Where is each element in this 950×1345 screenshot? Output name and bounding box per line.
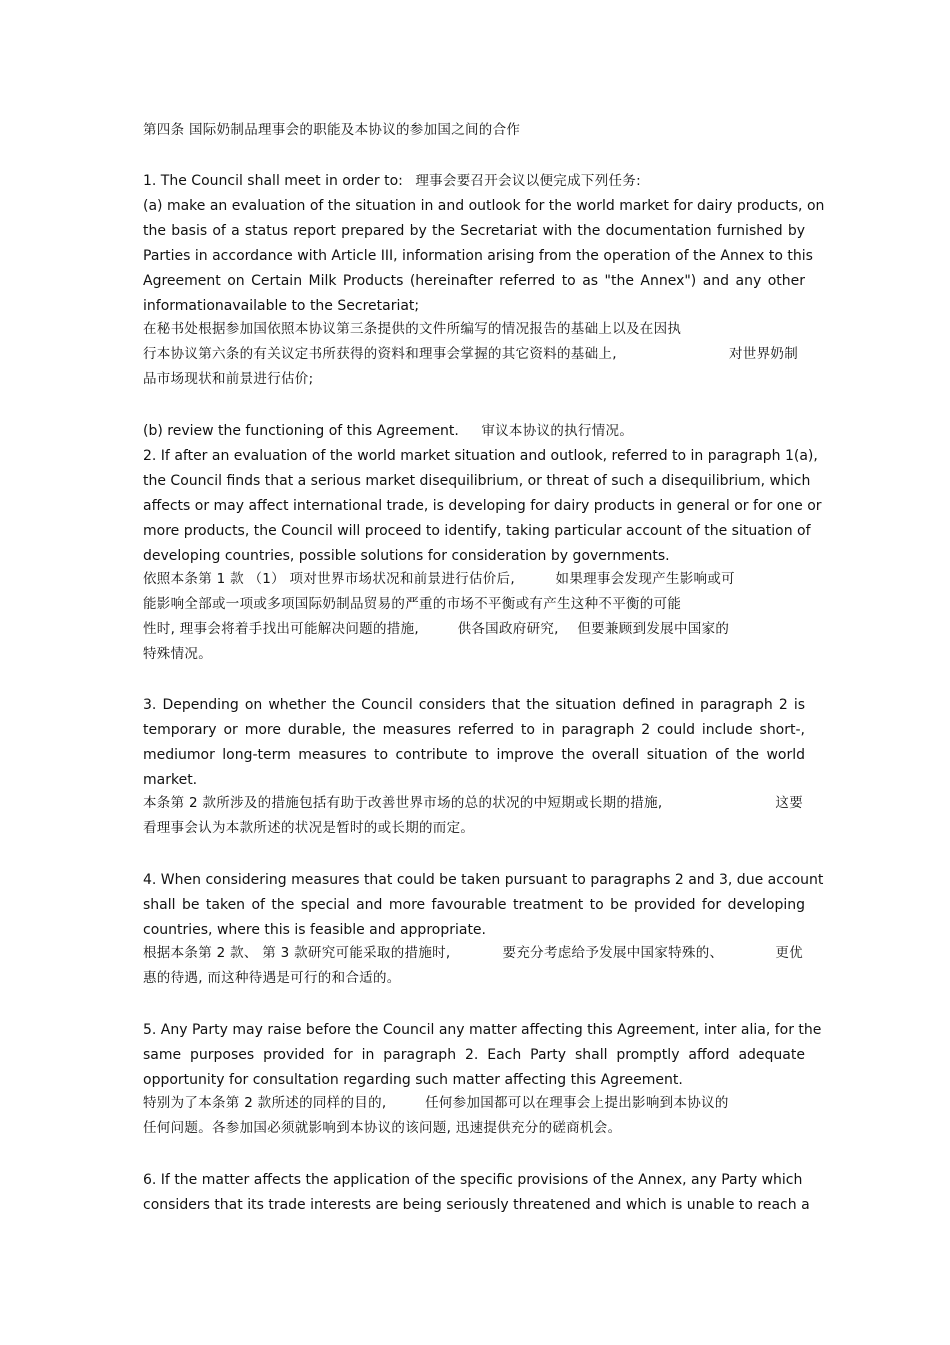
- p1a-en-line-2: the basis of a status report prepared by the Secretariat with the documentation furnished by: [143, 223, 805, 239]
- p3-en-line-2: temporary or more durable, the measures referred to in paragraph 2 could include short-,: [143, 722, 805, 738]
- p3-zh-line-1-a: 本条第 2 款所涉及的措施包括有助于改善世界市场的总的状况的中短期或长期的措施,: [143, 795, 663, 811]
- p1-intro-en: 1. The Council shall meet in order to:: [143, 173, 403, 189]
- p4-zh-line-1: [143, 944, 803, 962]
- p4-en-line-1: 4. When considering measures that could be taken pursuant to paragraphs 2 and 3, due account: [143, 872, 824, 888]
- p2-zh-line-1: [143, 570, 805, 588]
- p1-intro: [143, 172, 805, 190]
- p1b-en: (b) review the functioning of this Agreement.: [143, 423, 459, 439]
- p2-zh-line-1-b: 如果理事会发现产生影响或可: [555, 571, 735, 587]
- p2-en-line-3: affects or may affect international trade, is developing for dairy products in general or for one or: [143, 498, 822, 514]
- p3-zh-line-2: 看理事会认为本款所述的状况是暂时的或长期的而定。: [143, 820, 475, 836]
- p1a-en-line-4: Agreement on Certain Milk Products (hereinafter referred to as "the Annex") and any other: [143, 273, 805, 289]
- p2-zh-line-1-a: 依照本条第 1 款 （1） 项对世界市场状况和前景进行估价后,: [143, 571, 515, 587]
- p3-zh-line-1-b: 这要: [775, 795, 803, 811]
- p5-en-line-3: opportunity for consultation regarding such matter affecting this Agreement.: [143, 1072, 683, 1088]
- p2-zh-line-3-a: 性时, 理事会将着手找出可能解决问题的措施,: [143, 621, 419, 637]
- p4-en-line-3: countries, where this is feasible and appropriate.: [143, 922, 486, 938]
- p2-zh-line-3-c: 但要兼顾到发展中国家的: [577, 621, 730, 637]
- p3-en-line-1: 3. Depending on whether the Council considers that the situation defined in paragraph 2 is: [143, 697, 805, 713]
- p6-en-line-1: 6. If the matter affects the application of the specific provisions of the Annex, any Party which: [143, 1172, 803, 1188]
- p5-zh-line-2: 任何问题。各参加国必须就影响到本协议的该问题, 迅速提供充分的磋商机会。: [143, 1120, 622, 1136]
- p1a-en-line-5: informationavailable to the Secretariat;: [143, 298, 420, 314]
- p2-zh-line-2: 能影响全部或一项或多项国际奶制品贸易的严重的市场不平衡或有产生这种不平衡的可能: [143, 596, 682, 612]
- p1a-zh-line-2-right: 对世界奶制: [729, 346, 798, 362]
- p6-en-line-2: considers that its trade interests are being seriously threatened and which is unable to reach a: [143, 1197, 810, 1213]
- p2-en-line-2: the Council finds that a serious market disequilibrium, or threat of such a disequilibrium, which: [143, 473, 811, 489]
- p3-zh-line-1: [143, 794, 803, 812]
- p4-zh-line-1-b: 要充分考虑给予发展中国家特殊的、: [502, 945, 724, 961]
- p3-en-line-3: mediumor long-term measures to contribute to improve the overall situation of the world: [143, 747, 805, 763]
- p2-en-line-5: developing countries, possible solutions for consideration by governments.: [143, 548, 670, 564]
- p4-zh-line-1-c: 更优: [775, 945, 803, 961]
- p1a-zh-line-2-left: 行本协议第六条的有关议定书所获得的资料和理事会掌握的其它资料的基础上,: [143, 346, 617, 362]
- p4-en-line-2: shall be taken of the special and more favourable treatment to be provided for developing: [143, 897, 805, 913]
- p1a-zh-line-1: 在秘书处根据参加国依照本协议第三条提供的文件所编写的情况报告的基础上以及在因执: [143, 321, 682, 337]
- p1b-zh: 审议本协议的执行情况。: [481, 423, 634, 439]
- p4-zh-line-2: 惠的待遇, 而这种待遇是可行的和合适的。: [143, 970, 401, 986]
- p2-zh-line-3: [143, 620, 805, 638]
- p1a-en-line-1: (a) make an evaluation of the situation in and outlook for the world market for dairy products, on: [143, 198, 825, 214]
- p1a-zh-line-2: [143, 345, 798, 363]
- p3-en-line-4: market.: [143, 772, 198, 788]
- p2-zh-line-4: 特殊情况。: [143, 646, 212, 662]
- p5-en-line-1: 5. Any Party may raise before the Council any matter affecting this Agreement, inter alia, for the: [143, 1022, 822, 1038]
- p2-zh-line-3-b: 供各国政府研究,: [457, 621, 559, 637]
- p5-en-line-2: same purposes provided for in paragraph 2. Each Party shall promptly afford adequate: [143, 1047, 805, 1063]
- p5-zh-line-1-a: 特别为了本条第 2 款所述的同样的目的,: [143, 1095, 387, 1111]
- article-heading: 第四条 国际奶制品理事会的职能及本协议的参加国之间的合作: [143, 122, 521, 138]
- p1-intro-zh: 理事会要召开会议以便完成下列任务:: [415, 173, 641, 189]
- p1b: [143, 422, 805, 440]
- p1a-zh-line-3: 品市场现状和前景进行估价;: [143, 371, 314, 387]
- p4-zh-line-1-a: 根据本条第 2 款、 第 3 款研究可能采取的措施时,: [143, 945, 451, 961]
- p5-zh-line-1-b: 任何参加国都可以在理事会上提出影响到本协议的: [425, 1095, 729, 1111]
- p2-en-line-1: 2. If after an evaluation of the world market situation and outlook, referred to in paragraph 1(a),: [143, 448, 818, 464]
- p2-en-line-4: more products, the Council will proceed to identify, taking particular account of the situation of: [143, 523, 811, 539]
- p1a-en-line-3: Parties in accordance with Article III, information arising from the operation of the Annex to this: [143, 248, 813, 264]
- p5-zh-line-1: [143, 1094, 805, 1112]
